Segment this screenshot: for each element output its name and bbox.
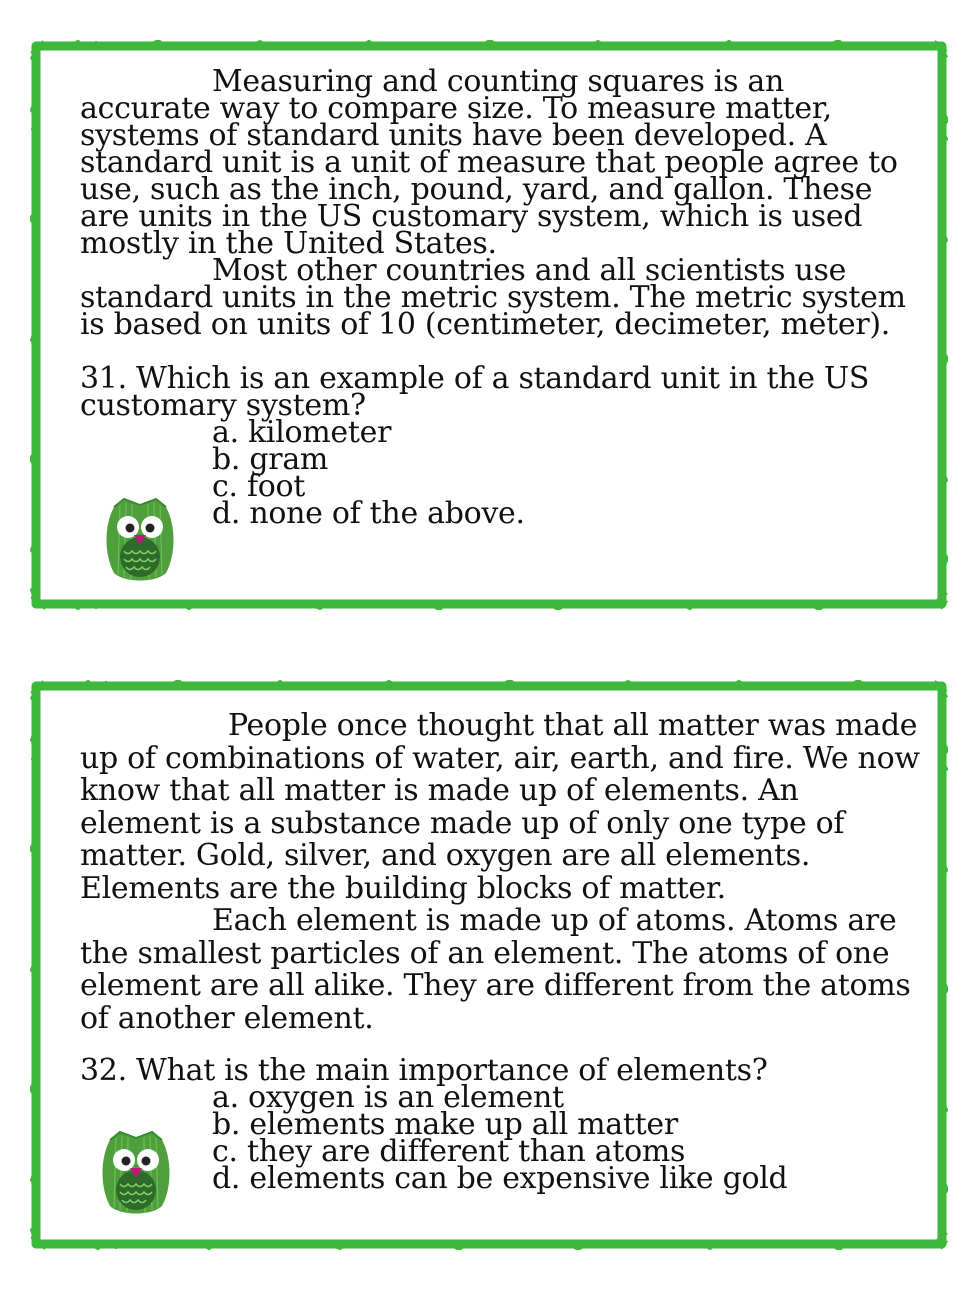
card-2-paragraph-2: Each element is made up of atoms. Atoms are the smallest particles of an element. The atoms of one element are all alike. They are different from the atoms of another element. (80, 903, 911, 1036)
choice-31-c[interactable]: c. foot (212, 469, 306, 504)
choice-31-d[interactable]: d. none of the above. (212, 496, 525, 531)
answer-choices-31 (80, 415, 920, 531)
card-2-paragraph-1: People once thought that all matter was made up of combinations of water, air, earth, and fire. We now know that all matter is made up of elements. An element is a substance made up of only one type of matter. Gold, silver, and oxygen are all elements. Elements are the building blocks of matter. (80, 708, 920, 906)
owl-icon (100, 495, 180, 585)
choice-32-b[interactable]: b. elements make up all matter (212, 1107, 678, 1142)
reading-card-1 (30, 40, 948, 610)
card-1-paragraph-1: Measuring and counting squares is an accurate way to compare size. To measure matter, systems of standard units have been developed. A standard unit is a unit of measure that people agree to use, such as the inch, pound, yard, and gallon. These are units in the US customary system, which is used mostly in the United States. (80, 64, 898, 261)
question-32: 32. What is the main importance of elements? (80, 1053, 768, 1088)
card-2-text (80, 708, 920, 1196)
choice-32-c[interactable]: c. they are different than atoms (212, 1134, 686, 1169)
owl-icon (96, 1128, 176, 1218)
choice-31-a[interactable]: a. kilometer (212, 415, 392, 450)
question-31: 31. Which is an example of a standard unit in the US customary system? (80, 361, 870, 423)
choice-32-d[interactable]: d. elements can be expensive like gold (212, 1161, 788, 1196)
reading-card-2 (30, 680, 948, 1250)
card-1-text (80, 64, 920, 531)
answer-choices-32 (80, 1080, 920, 1196)
card-1-paragraph-2: Most other countries and all scientists use standard units in the metric system. The metric system is based on units of 10 (centimeter, decimeter, meter). (80, 253, 906, 342)
choice-31-b[interactable]: b. gram (212, 442, 329, 477)
choice-32-a[interactable]: a. oxygen is an element (212, 1080, 564, 1115)
